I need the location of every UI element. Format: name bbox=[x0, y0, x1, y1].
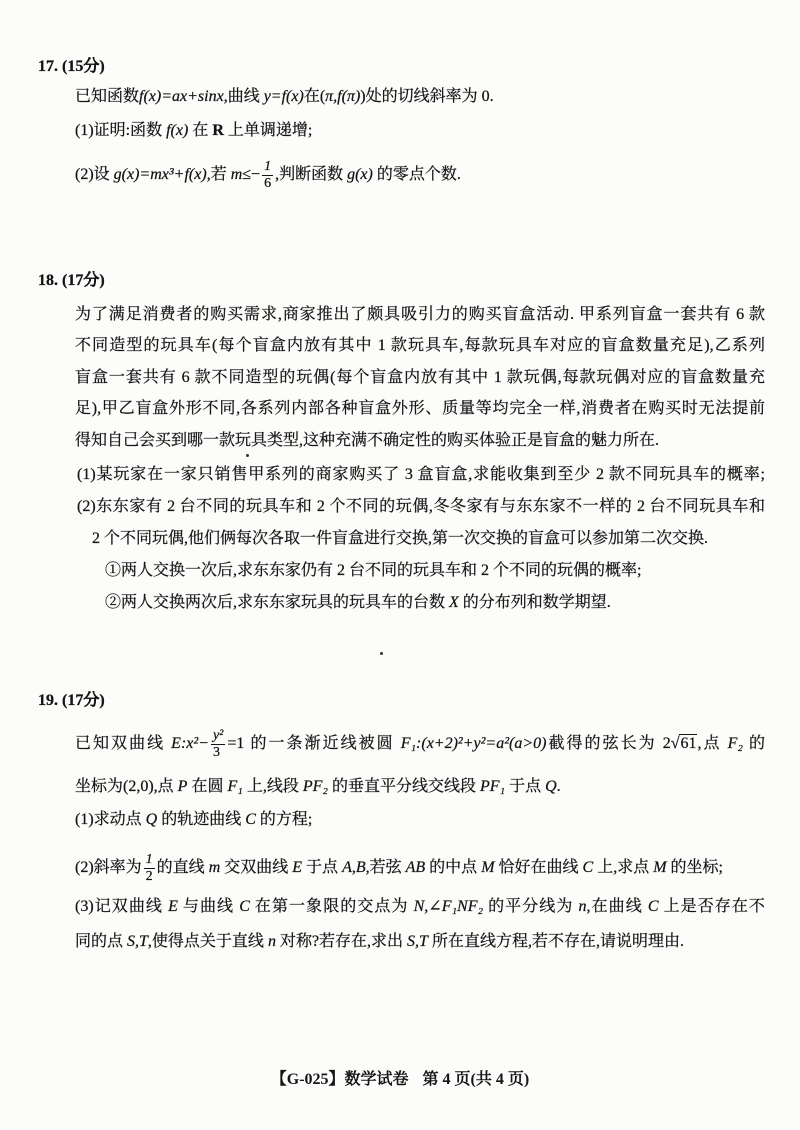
math-variable: E bbox=[168, 898, 178, 915]
text-segment: 的轨迹曲线 bbox=[157, 811, 246, 828]
text-segment: 所在直线方程,若不存在,请说明理由. bbox=[427, 933, 684, 950]
text-segment: (2)设 bbox=[75, 166, 114, 184]
text-segment: ②两人交换两次后,求东东家玩具的玩具车的台数 bbox=[105, 594, 450, 611]
text-segment: 对称?若存在,求出 bbox=[275, 933, 408, 950]
text-segment: (1)证明:函数 bbox=[75, 122, 167, 139]
math-variable: AB bbox=[405, 859, 426, 877]
math-variable: P bbox=[177, 778, 188, 795]
math-variable: C bbox=[647, 898, 659, 915]
text-segment: ,点 bbox=[697, 735, 728, 753]
question-19-part-3-line bbox=[75, 894, 765, 920]
math-variable: S,T bbox=[407, 933, 428, 950]
math-expression: π,f(π) bbox=[325, 88, 361, 105]
math-variable: X bbox=[449, 594, 459, 611]
math-variable: M bbox=[653, 859, 667, 877]
page-number: 第 4 页(共 4 页) bbox=[422, 1071, 530, 1088]
math-expression: y=f(x) bbox=[263, 88, 304, 105]
fraction bbox=[211, 728, 225, 761]
text-segment: 在 bbox=[188, 122, 213, 139]
fraction-denominator: 6 bbox=[264, 176, 272, 191]
text-segment: ,判断函数 bbox=[275, 166, 348, 184]
text-segment: ,若 bbox=[206, 166, 231, 184]
question-19-part-3-line bbox=[75, 929, 684, 955]
question-18-subpart-1: ①两人交换一次后,求东东家仍有 2 台不同的玩具车和 2 个不同的玩偶的概率; bbox=[105, 562, 642, 579]
text-segment: 在圆 bbox=[187, 778, 228, 795]
question-17-header: 17. (15分) bbox=[38, 58, 105, 75]
math-variable: F₁ bbox=[227, 778, 243, 795]
math-operator: ≤− bbox=[242, 166, 261, 184]
text-segment: (1)求动点 bbox=[75, 811, 146, 828]
text-segment: 的 bbox=[742, 735, 765, 753]
text-segment: 的方程; bbox=[255, 811, 313, 828]
text-segment: )处的切线斜率为 0. bbox=[360, 88, 494, 105]
math-variable: n bbox=[267, 933, 276, 950]
question-18-subpart-2 bbox=[105, 590, 611, 616]
question-18-intro-line: 为了满足消费者的购买需求,商家推出了颇具吸引力的购买盲盒活动. 甲系列盲盒一套共有 6 款 bbox=[75, 306, 765, 323]
math-expression: F₁:(x+2)²+y²=a²(a>0) bbox=[400, 735, 547, 753]
fraction-denominator: 2 bbox=[145, 869, 153, 884]
text-segment: 已知函数 bbox=[75, 88, 140, 105]
question-18-part-1: (1)某玩家在一家只销售甲系列的商家购买了 3 盒盲盒,求能收集到至少 2 款不同玩具车的概率; bbox=[77, 466, 765, 483]
fraction-numerator: y² bbox=[212, 728, 224, 743]
math-variable: S,T bbox=[127, 933, 148, 950]
text-segment: 截得的弦长为 2 bbox=[546, 735, 671, 753]
text-segment: 的中点 bbox=[425, 859, 482, 877]
text-segment: 上,求点 bbox=[593, 859, 654, 877]
question-17-part-1 bbox=[75, 118, 312, 144]
math-variable: PF₁ bbox=[479, 778, 506, 795]
text-segment: 于点 bbox=[505, 778, 546, 795]
text-segment: 的分布列和数学期望. bbox=[458, 594, 611, 611]
math-variable: m bbox=[230, 166, 243, 184]
math-expression: g(x)=mx³+f(x) bbox=[113, 166, 207, 184]
fraction-numerator: 1 bbox=[145, 852, 153, 867]
scan-speck bbox=[246, 454, 249, 457]
question-18-intro-line: 不同造型的玩具车(每个盲盒内放有其中 1 款玩具车,每款玩具车对应的盲盒数量充足),乙系列 bbox=[75, 337, 765, 354]
text-segment: 已知双曲线 bbox=[75, 735, 172, 753]
question-18-intro-line: 盲盒一套共有 6 款不同造型的玩偶(每个盲盒内放有其中 1 款玩偶,每款玩偶对应的盲盒数量充 bbox=[75, 369, 765, 386]
text-segment: ,使得点关于直线 bbox=[147, 933, 268, 950]
text-segment: 的直线 bbox=[156, 859, 209, 877]
fraction bbox=[262, 159, 273, 192]
question-19-stem-line bbox=[75, 774, 561, 800]
math-variable: A,B bbox=[342, 859, 366, 877]
question-18-part-2-line: (2)东东家有 2 台不同的玩具车和 2 个不同的玩偶,冬冬家有与东东家不一样的 2 台不同玩具车和 bbox=[77, 498, 765, 515]
fraction-numerator: 1 bbox=[264, 159, 272, 174]
math-variable: PF₂ bbox=[302, 778, 328, 795]
math-variable: Q bbox=[145, 811, 158, 828]
square-root bbox=[671, 731, 698, 757]
text-segment: 上单调递增; bbox=[223, 122, 313, 139]
math-set-symbol: R bbox=[212, 122, 224, 139]
question-18-intro-line: 足),甲乙盲盒外形不同,各系列内部各种盲盒外形、质量等均完全一样,消费者在购买时无法提前 bbox=[75, 400, 765, 417]
math-expression: E:x²− bbox=[171, 735, 209, 753]
exam-title: 【G-025】数学试卷 bbox=[270, 1071, 409, 1088]
math-variable: N bbox=[413, 898, 425, 915]
text-segment: 上是否存在不 bbox=[658, 898, 765, 915]
math-variable: M bbox=[481, 859, 495, 877]
question-18-intro-line: 得知自己会买到哪一款玩具类型,这种充满不确定性的购买体验正是盲盒的魅力所在. bbox=[75, 432, 660, 449]
question-17-part-2 bbox=[75, 159, 461, 191]
math-expression: f(x) bbox=[166, 122, 189, 139]
text-segment: ,曲线 bbox=[223, 88, 264, 105]
math-expression: ∠F₁NF₂ bbox=[428, 898, 484, 915]
text-segment: ,在曲线 bbox=[586, 898, 648, 915]
radicand: 61 bbox=[680, 735, 697, 753]
text-segment: 的坐标; bbox=[666, 859, 723, 877]
text-segment: 坐标为(2,0),点 bbox=[75, 778, 178, 795]
scan-speck bbox=[380, 652, 383, 655]
text-segment: (2)斜率为 bbox=[75, 859, 142, 877]
text-segment: 于点 bbox=[302, 859, 343, 877]
question-19-header: 19. (17分) bbox=[38, 692, 105, 709]
fraction-denominator: 3 bbox=[212, 745, 220, 760]
math-variable: C bbox=[582, 859, 594, 877]
text-segment: 交双曲线 bbox=[220, 859, 293, 877]
text-segment: ,若弦 bbox=[365, 859, 406, 877]
question-17-stem bbox=[75, 84, 494, 110]
text-segment: 的垂直平分线交线段 bbox=[327, 778, 480, 795]
math-variable: n bbox=[578, 898, 587, 915]
text-segment: 的零点个数. bbox=[372, 166, 461, 184]
page-footer bbox=[0, 1067, 800, 1093]
math-variable: Q bbox=[545, 778, 557, 795]
text-segment: 与曲线 bbox=[177, 898, 240, 915]
text-segment: 的平分线为 bbox=[483, 898, 579, 915]
text-segment: 在( bbox=[303, 88, 326, 105]
text-segment: , bbox=[424, 898, 429, 915]
math-variable: m bbox=[208, 859, 221, 877]
radical-sign: √ bbox=[670, 735, 680, 753]
math-expression: g(x) bbox=[347, 166, 373, 184]
text-segment: 同的点 bbox=[75, 933, 128, 950]
fraction bbox=[144, 852, 155, 885]
question-18-part-2-line: 2 个不同玩偶,他们俩每次各取一件盲盒进行交换,第一次交换的盲盒可以参加第二次交换. bbox=[92, 530, 709, 547]
text-segment: (3)记双曲线 bbox=[75, 898, 169, 915]
math-variable: E bbox=[292, 859, 303, 877]
text-segment: 上,线段 bbox=[242, 778, 303, 795]
math-variable: C bbox=[245, 811, 256, 828]
text-segment: 在第一象限的交点为 bbox=[249, 898, 414, 915]
question-19-part-1 bbox=[75, 807, 312, 833]
question-19-stem-line bbox=[75, 728, 765, 760]
question-18-header: 18. (17分) bbox=[38, 272, 105, 289]
math-expression: f(x)=ax+sinx bbox=[139, 88, 224, 105]
question-19-part-2 bbox=[75, 852, 723, 884]
math-variable: C bbox=[239, 898, 250, 915]
text-segment: . bbox=[556, 778, 561, 795]
text-segment: 恰好在曲线 bbox=[494, 859, 583, 877]
text-segment: =1 的一条渐近线被圆 bbox=[227, 735, 401, 753]
math-variable: F₂ bbox=[727, 735, 743, 753]
